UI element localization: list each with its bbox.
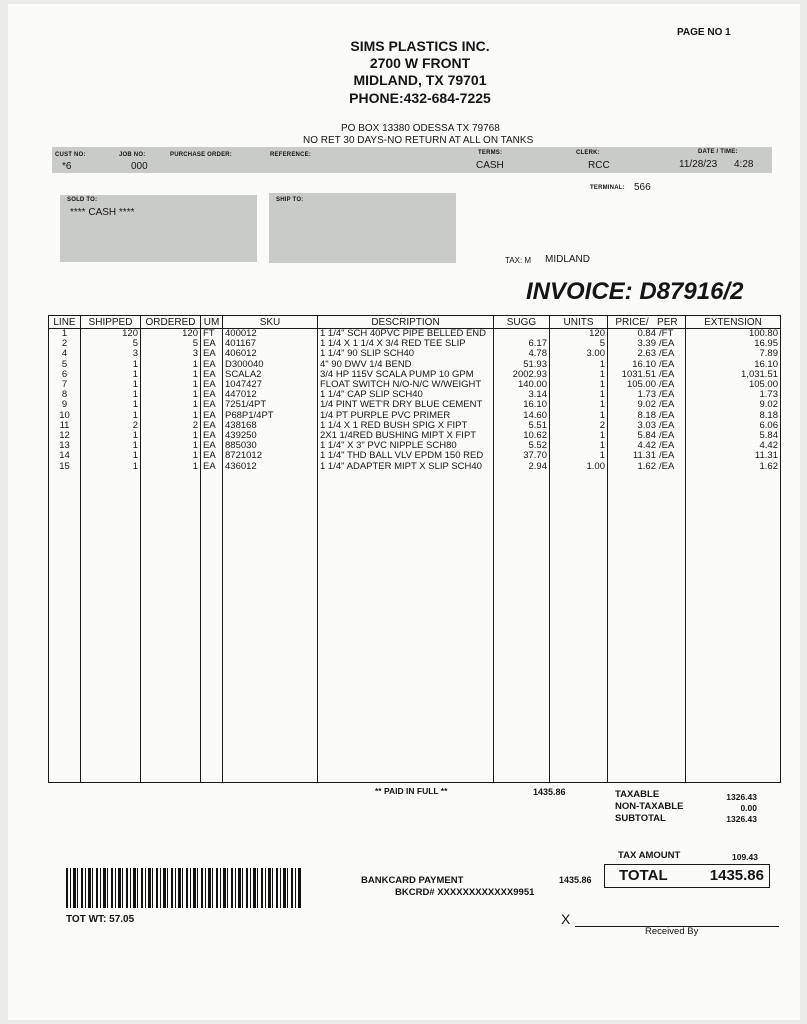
reference-label: REFERENCE: (270, 152, 312, 158)
col-ordered: ORDERED (141, 316, 201, 329)
cell-units: 1 (550, 380, 608, 390)
tax-jurisdiction: MIDLAND (545, 254, 591, 265)
non-taxable-label: NON-TAXABLE (615, 801, 684, 812)
cell-per: /EA (659, 390, 675, 401)
cell-price-per (608, 390, 686, 400)
terms: CASH (476, 160, 504, 171)
cell-um: EA (201, 349, 223, 359)
cell-ext: 4.42 (686, 441, 781, 451)
terms-label: TERMS: (478, 150, 503, 156)
cell-sugg: 5.52 (494, 441, 550, 451)
cell-desc: 1/4 PT PURPLE PVC PRIMER (318, 411, 494, 421)
table-row (49, 431, 781, 441)
cell-ordered: 1 (141, 451, 201, 461)
cell-shipped: 1 (81, 431, 141, 441)
cell-sku: 400012 (223, 329, 318, 340)
cell-price: 1.62 (637, 461, 656, 472)
cell-ordered: 3 (141, 349, 201, 359)
cell-line: 4 (49, 349, 81, 359)
company-phone: PHONE:432-684-7225 (349, 90, 491, 106)
col-um: UM (201, 316, 223, 329)
cell-desc: 1 1/4" X 3" PVC NIPPLE SCH80 (318, 441, 494, 451)
cust-no-label: CUST NO: (55, 152, 86, 158)
cell-sugg: 51.93 (494, 360, 550, 370)
cell-sku: 438168 (223, 421, 318, 431)
cell-ext: 16.95 (686, 339, 781, 349)
cell-price-per (608, 380, 686, 390)
cell-ext: 8.18 (686, 411, 781, 421)
cell-desc: 1/4 PINT WET'R DRY BLUE CEMENT (318, 400, 494, 410)
cell-price-per (608, 329, 686, 340)
cell-per: /EA (659, 461, 675, 472)
cell-ext: 5.84 (686, 431, 781, 441)
cell-ordered: 1 (141, 441, 201, 451)
cell-um: EA (201, 339, 223, 349)
terminal-label: TERMINAL: (590, 185, 625, 191)
cell-per: /EA (659, 431, 675, 442)
cell-units: 1.00 (550, 462, 608, 472)
cell-desc: 1 1/4" ADAPTER MIPT X SLIP SCH40 (318, 462, 494, 472)
cell-sugg: 5.51 (494, 421, 550, 431)
table-row (49, 339, 781, 349)
line-items-table (48, 315, 781, 783)
po-box: PO BOX 13380 ODESSA TX 79768 (341, 123, 500, 134)
table-row (49, 411, 781, 421)
table-row (49, 441, 781, 451)
cell-sku: 439250 (223, 431, 318, 441)
cell-per: /EA (659, 441, 675, 452)
cell-ordered: 1 (141, 370, 201, 380)
cell-line: 11 (49, 421, 81, 431)
barcode (66, 868, 302, 908)
table-row (49, 380, 781, 390)
cell-um: FT (201, 329, 223, 340)
return-notice: NO RET 30 DAYS-NO RETURN AT ALL ON TANKS (303, 135, 534, 146)
tax-amount-label: TAX AMOUNT (618, 850, 681, 861)
cell-price: 1.73 (637, 390, 656, 401)
cell-units: 1 (550, 390, 608, 400)
cell-sku: 885030 (223, 441, 318, 451)
table-row (49, 329, 781, 340)
cell-shipped: 1 (81, 370, 141, 380)
signature-x: X (561, 911, 571, 927)
cell-shipped: 1 (81, 360, 141, 370)
col-description: DESCRIPTION (318, 316, 494, 329)
cell-per: /EA (659, 451, 675, 462)
cell-sku: 8721012 (223, 451, 318, 461)
cell-per: /EA (659, 400, 675, 411)
cell-price-per (608, 360, 686, 370)
cell-line: 6 (49, 370, 81, 380)
cell-um: EA (201, 411, 223, 421)
filler-cell (550, 472, 608, 783)
cell-line: 7 (49, 380, 81, 390)
cell-price-per (608, 400, 686, 410)
cell-sugg: 4.78 (494, 349, 550, 359)
payment-amount: 1435.86 (559, 875, 592, 885)
cell-per: /FT (659, 328, 674, 339)
cell-sku: 447012 (223, 390, 318, 400)
cell-ext: 11.31 (686, 451, 781, 461)
cell-price-per (608, 339, 686, 349)
cell-units: 1 (550, 451, 608, 461)
cell-sku: D300040 (223, 360, 318, 370)
cell-units: 3.00 (550, 349, 608, 359)
cell-price-per (608, 441, 686, 451)
cell-desc: 1 1/4 X 1 RED BUSH SPIG X FIPT (318, 421, 494, 431)
purchase-order-label: PURCHASE ORDER: (170, 152, 233, 158)
cell-shipped: 1 (81, 441, 141, 451)
cell-shipped: 1 (81, 400, 141, 410)
cell-desc: 1 1/4" SCH 40PVC PIPE BELLED END (318, 329, 494, 340)
table-row (49, 370, 781, 380)
cell-price: 16.10 (632, 359, 656, 370)
cell-desc: 1 1/4" THD BALL VLV EPDM 150 RED (318, 451, 494, 461)
filler-cell (49, 472, 81, 783)
filler-cell (494, 472, 550, 783)
invoice-title: INVOICE: D87916/2 (526, 278, 744, 305)
taxable-label: TAXABLE (615, 789, 660, 800)
table-row (49, 462, 781, 472)
ship-to-box (269, 193, 456, 263)
cell-desc: 1 1/4" CAP SLIP SCH40 (318, 390, 494, 400)
cell-price: 8.18 (637, 410, 656, 421)
header-band (52, 147, 772, 173)
table-header-row (49, 316, 781, 329)
cell-um: EA (201, 462, 223, 472)
cell-sku: P68P1/4PT (223, 411, 318, 421)
cell-ordered: 2 (141, 421, 201, 431)
company-address: 2700 W FRONT (369, 55, 471, 71)
cell-desc: FLOAT SWITCH N/O-N/C W/WEIGHT (318, 380, 494, 390)
col-line: LINE (49, 316, 81, 329)
cell-um: EA (201, 400, 223, 410)
cell-ordered: 1 (141, 411, 201, 421)
payment-label: BANKCARD PAYMENT (361, 875, 464, 886)
total-weight: TOT WT: 57.05 (66, 914, 135, 925)
terminal: 566 (634, 182, 651, 193)
cell-shipped: 1 (81, 451, 141, 461)
cell-sugg: 140.00 (494, 380, 550, 390)
date-time-label: DATE / TIME: (698, 149, 738, 155)
cell-sugg: 2002.93 (494, 370, 550, 380)
cell-units: 1 (550, 360, 608, 370)
cell-price: 4.42 (637, 441, 656, 452)
cell-line: 14 (49, 451, 81, 461)
cell-per: /EA (659, 349, 675, 360)
cell-ordered: 1 (141, 462, 201, 472)
cell-shipped: 1 (81, 462, 141, 472)
cell-um: EA (201, 370, 223, 380)
col-units: UNITS (550, 316, 608, 329)
cell-sugg: 10.62 (494, 431, 550, 441)
cell-sku: 401167 (223, 339, 318, 349)
filler-cell (608, 472, 686, 783)
cell-sku: 1047427 (223, 380, 318, 390)
filler-cell (141, 472, 201, 783)
job-no-label: JOB NO: (119, 152, 146, 158)
cell-line: 12 (49, 431, 81, 441)
cell-desc: 4" 90 DWV 1/4 BEND (318, 360, 494, 370)
cell-shipped: 2 (81, 421, 141, 431)
cell-um: EA (201, 390, 223, 400)
subtotal-label: SUBTOTAL (615, 813, 666, 824)
cell-sugg: 14.60 (494, 411, 550, 421)
cell-ext: 1.62 (686, 462, 781, 472)
col-sugg: SUGG (494, 316, 550, 329)
cell-um: EA (201, 451, 223, 461)
filler-cell (223, 472, 318, 783)
cell-price-per (608, 462, 686, 472)
non-taxable-value: 0.00 (740, 803, 757, 813)
cell-units: 1 (550, 370, 608, 380)
cell-price-per (608, 431, 686, 441)
cell-price-per (608, 451, 686, 461)
cell-ext: 105.00 (686, 380, 781, 390)
cell-ext: 9.02 (686, 400, 781, 410)
taxable-value: 1326.43 (726, 792, 757, 802)
cell-per: /EA (659, 410, 675, 421)
table-row (49, 400, 781, 410)
cell-price: 11.31 (632, 451, 656, 462)
cell-per: /EA (659, 380, 675, 391)
cell-desc: 1 1/4 X 1 1/4 X 3/4 RED TEE SLIP (318, 339, 494, 349)
sold-to-box (60, 195, 257, 262)
cell-line: 10 (49, 411, 81, 421)
cell-sku: 436012 (223, 462, 318, 472)
page-number: PAGE NO 1 (677, 27, 731, 38)
cell-price: 2.63 (637, 349, 656, 360)
company-name: SIMS PLASTICS INC. (350, 38, 490, 54)
cell-ordered: 1 (141, 400, 201, 410)
cell-um: EA (201, 380, 223, 390)
cell-price-per (608, 411, 686, 421)
cell-price: 3.03 (637, 420, 656, 431)
cell-ext: 1.73 (686, 390, 781, 400)
filler-cell (201, 472, 223, 783)
cell-price-per (608, 421, 686, 431)
cell-sku: SCALA2 (223, 370, 318, 380)
cell-price: 3.39 (637, 339, 656, 350)
time: 4:28 (734, 159, 754, 170)
job-no: 000 (131, 161, 148, 172)
subtotal-value: 1326.43 (726, 814, 757, 824)
cell-sugg: 16.10 (494, 400, 550, 410)
cust-no: *6 (62, 161, 72, 172)
cell-units: 1 (550, 431, 608, 441)
cell-price-per (608, 349, 686, 359)
cell-per: /EA (659, 369, 675, 380)
cell-shipped: 1 (81, 411, 141, 421)
cell-ext: 7.89 (686, 349, 781, 359)
col-price-per: PRICE/ PER (608, 316, 686, 329)
received-by-label: Received By (645, 926, 699, 937)
cell-ordered: 1 (141, 380, 201, 390)
cell-sku: 7251/4PT (223, 400, 318, 410)
table-row (49, 451, 781, 461)
cell-line: 1 (49, 329, 81, 340)
cell-units: 5 (550, 339, 608, 349)
cell-line: 15 (49, 462, 81, 472)
cell-ordered: 1 (141, 431, 201, 441)
cell-shipped: 3 (81, 349, 141, 359)
filler-cell (81, 472, 141, 783)
cell-sku: 406012 (223, 349, 318, 359)
cell-price: 0.84 (637, 328, 656, 339)
cell-sugg (494, 329, 550, 340)
cell-sugg: 3.14 (494, 390, 550, 400)
cell-desc: 2X1 1/4RED BUSHING MIPT X FIPT (318, 431, 494, 441)
sold-to-label: SOLD TO: (67, 197, 98, 203)
table-row (49, 390, 781, 400)
cell-units: 1 (550, 411, 608, 421)
cell-ordered: 1 (141, 360, 201, 370)
cell-ordered: 1 (141, 390, 201, 400)
cell-ext: 6.06 (686, 421, 781, 431)
tax-label: TAX: M (505, 256, 532, 265)
cell-line: 2 (49, 339, 81, 349)
cell-sugg: 2.94 (494, 462, 550, 472)
total-label: TOTAL (619, 867, 668, 884)
clerk-label: CLERK: (576, 150, 600, 156)
cell-units: 120 (550, 329, 608, 340)
cell-shipped: 1 (81, 390, 141, 400)
cell-line: 9 (49, 400, 81, 410)
cell-um: EA (201, 441, 223, 451)
col-shipped: SHIPPED (81, 316, 141, 329)
col-sku: SKU (223, 316, 318, 329)
cell-shipped: 5 (81, 339, 141, 349)
filler-cell (318, 472, 494, 783)
cell-um: EA (201, 421, 223, 431)
cell-line: 8 (49, 390, 81, 400)
cell-per: /EA (659, 420, 675, 431)
cell-ext: 16.10 (686, 360, 781, 370)
cell-per: /EA (659, 339, 675, 350)
sugg-total: 1435.86 (533, 787, 566, 797)
cell-sugg: 37.70 (494, 451, 550, 461)
total-value: 1435.86 (709, 867, 764, 884)
table-row (49, 360, 781, 370)
cell-units: 2 (550, 421, 608, 431)
cell-ext: 1,031.51 (686, 370, 781, 380)
date: 11/28/23 (679, 159, 718, 170)
cell-sugg: 6.17 (494, 339, 550, 349)
clerk: RCC (588, 160, 610, 171)
cell-price-per (608, 370, 686, 380)
paid-in-full: ** PAID IN FULL ** (375, 786, 448, 796)
cell-price: 1031.51 (621, 369, 656, 380)
ship-to-label: SHIP TO: (276, 197, 304, 203)
filler-cell (686, 472, 781, 783)
cell-ordered: 5 (141, 339, 201, 349)
cell-price: 5.84 (637, 431, 656, 442)
cell-um: EA (201, 431, 223, 441)
cell-price: 105.00 (626, 380, 656, 391)
card-number: BKCRD# XXXXXXXXXXXX9951 (395, 887, 535, 898)
cell-shipped: 120 (81, 329, 141, 340)
cell-units: 1 (550, 441, 608, 451)
tax-amount-value: 109.43 (732, 852, 758, 862)
cell-desc: 3/4 HP 115V SCALA PUMP 10 GPM (318, 370, 494, 380)
cell-desc: 1 1/4" 90 SLIP SCH40 (318, 349, 494, 359)
cell-units: 1 (550, 400, 608, 410)
cell-price: 9.02 (637, 400, 656, 411)
table-row (49, 421, 781, 431)
sold-to-value: **** CASH **** (70, 207, 135, 218)
cell-ordered: 120 (141, 329, 201, 340)
cell-um: EA (201, 360, 223, 370)
cell-line: 5 (49, 360, 81, 370)
cell-line: 13 (49, 441, 81, 451)
cell-per: /EA (659, 359, 675, 370)
cell-shipped: 1 (81, 380, 141, 390)
col-extension: EXTENSION (686, 316, 781, 329)
table-row (49, 349, 781, 359)
cell-ext: 100.80 (686, 329, 781, 340)
table-filler-row (49, 472, 781, 783)
company-city: MIDLAND, TX 79701 (353, 72, 487, 88)
